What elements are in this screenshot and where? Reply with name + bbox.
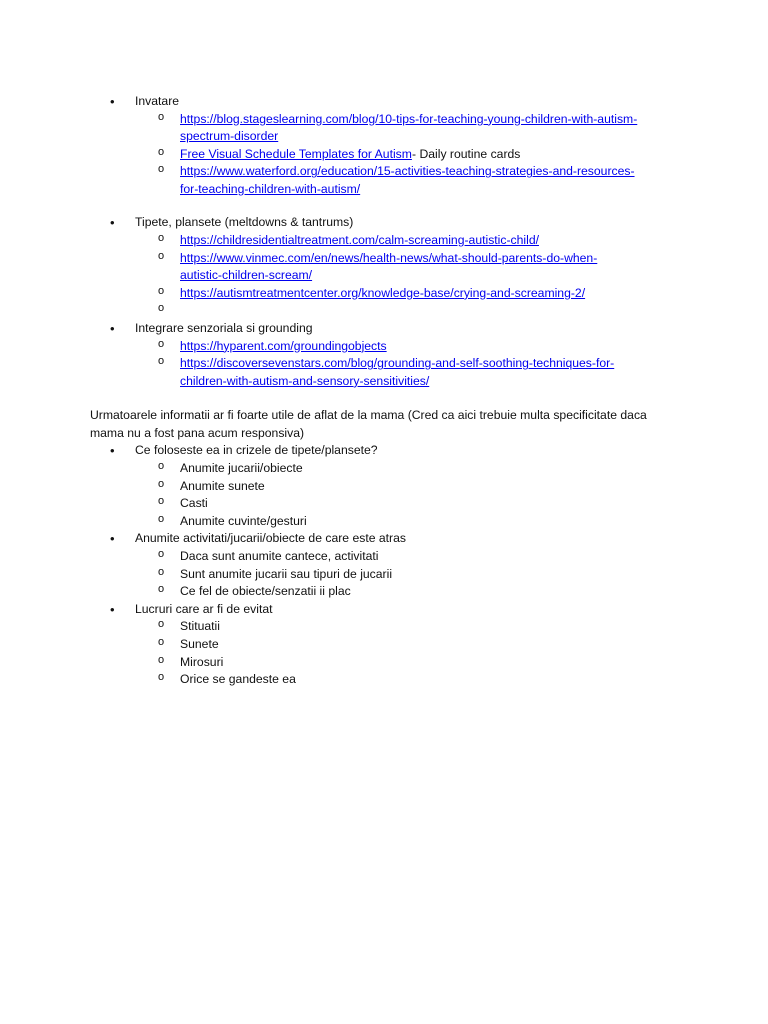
question-item: Orice se gandeste ea [180,672,296,687]
resource-link[interactable]: https://hyparent.com/groundingobjects [180,338,387,353]
resource-link[interactable]: for-teaching-children-with-autism/ [180,182,361,196]
sub-bullet: o [158,163,165,176]
bullet-dot: • [110,531,115,547]
question-item: Sunete [180,636,219,651]
sub-bullet: o [158,459,165,472]
resource-link[interactable]: Free Visual Schedule Templates for Autism [180,146,412,161]
sub-bullet: o [158,618,165,631]
question-title: Lucruri care ar fi de evitat [135,601,273,616]
question-item: Anumite jucarii/obiecte [180,460,303,475]
sub-bullet: o [158,495,165,508]
question-item: Anumite sunete [180,478,265,493]
resource-link[interactable]: spectrum-disorder [180,129,279,144]
question-item: Ce fel de obiecte/senzatii ii plac [180,584,351,599]
section-title: Invatare [135,94,180,108]
bullet-dot: • [110,601,115,617]
bullet-dot: • [110,215,115,231]
resource-link[interactable]: https://autismtreatmentcenter.org/knowledge-base/crying-and-screaming-2/ [180,285,586,300]
sub-bullet: o [158,145,165,158]
bullet-dot: • [110,443,115,459]
resource-link[interactable]: children-with-autism-and-sensory-sensitivities/ [180,373,430,388]
link-description: - Daily routine cards [412,146,521,161]
resource-link[interactable]: autistic-children-scream/ [180,268,313,283]
bullet-dot: • [110,94,115,109]
sub-bullet: o [158,565,165,578]
sub-bullet: o [158,232,165,245]
section-title: Tipete, plansete (meltdowns & tantrums) [135,215,354,230]
sub-bullet: o [158,653,165,666]
sub-bullet: o [158,337,165,350]
question-title: Ce foloseste ea in crizele de tipete/plansete? [135,443,378,458]
question-item: Stituatii [180,619,220,634]
sub-bullet: o [158,249,165,262]
sub-bullet: o [158,284,165,297]
section-title: Integrare senzoriala si grounding [135,321,313,336]
sub-bullet: o [158,110,165,123]
question-item: Mirosuri [180,654,224,669]
sub-bullet: o [158,355,165,368]
sub-bullet: o [158,547,165,560]
sub-bullet: o [158,583,165,596]
question-item: Daca sunt anumite cantece, activitati [180,548,379,563]
question-item: Sunt anumite jucarii sau tipuri de jucarii [180,566,393,581]
paragraph-line: Urmatoarele informatii ar fi foarte utile de aflat de la mama (Cred ca aici trebuie multa specificitate daca [90,408,647,423]
resource-link[interactable]: https://blog.stageslearning.com/blog/10-tips-for-teaching-young-children-with-autism- [180,111,638,126]
resource-link[interactable]: https://www.vinmec.com/en/news/health-news/what-should-parents-do-when- [180,250,598,265]
sub-bullet: o [158,635,165,648]
sub-bullet: o [158,671,165,684]
resource-link[interactable]: https://www.waterford.org/education/15-activities-teaching-strategies-and-resources- [180,164,635,179]
sub-bullet: o [158,302,165,315]
question-item: Casti [180,496,208,511]
question-title: Anumite activitati/jucarii/obiecte de care este atras [135,531,406,546]
resource-link[interactable]: https://childresidentialtreatment.com/calm-screaming-autistic-child/ [180,233,539,248]
sub-bullet: o [158,477,165,490]
resource-link[interactable]: https://discoversevenstars.com/blog/grounding-and-self-soothing-techniques-for- [180,356,615,371]
bullet-dot: • [110,321,115,337]
sub-bullet: o [158,512,165,525]
question-item: Anumite cuvinte/gesturi [180,513,307,528]
paragraph-line: mama nu a fost pana acum responsiva) [90,425,305,440]
